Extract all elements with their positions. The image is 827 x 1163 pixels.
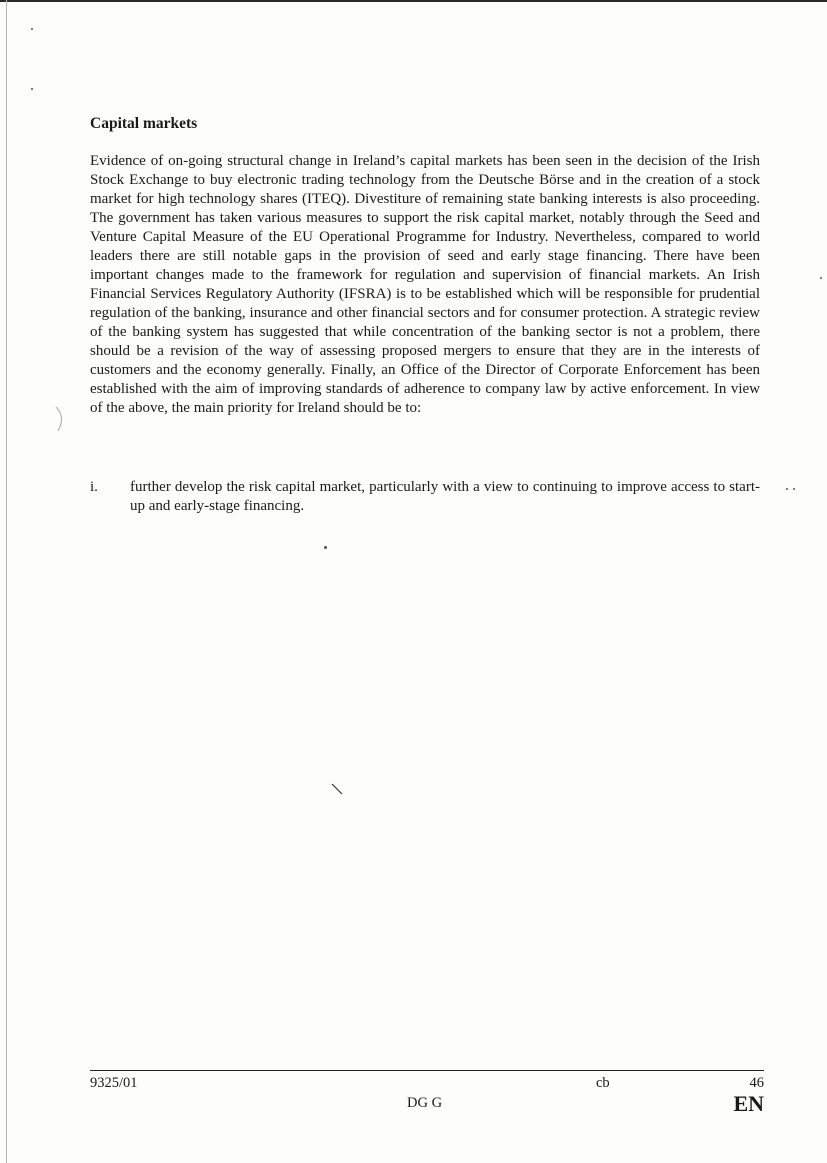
footer-document-reference: 9325/01 — [90, 1075, 138, 1091]
body-paragraph: Evidence of on-going structural change in Ireland’s capital markets has been seen in the decision of the Irish Stock Exchange to buy electronic trading technology from the Deutsche Börse and in the creation of a stock market for high technology shares (ITEQ). Divestiture of remaining state banking interests is also proceeding. The government has taken various measures to support the risk capital market, notably through the Seed and Venture Capital Measure of the EU Operational Programme for Industry. Nevertheless, compared to world leaders there are still notable gaps in the provision of seed and early stage financing. There have been important changes made to the framework for regulation and supervision of financial markets. An Irish Financial Services Regulatory Authority (IFSRA) is to be established which will be responsible for prudential regulation of the banking, insurance and other financial sectors and for consumer protection. A strategic review of the banking system has suggested that while concentration of the banking sector is not a problem, there should be a revision of the way of assessing proposed mergers to ensure that they are in the interests of customers and the economy generally. Finally, an Office of the Director of Corporate Enforcement has been established with the aim of improving standards of adherence to company law by active enforcement. In view of the above, the main priority for Ireland should be to: — [90, 153, 760, 416]
footer-language-code: EN — [733, 1091, 764, 1116]
footer-initials: cb — [596, 1075, 610, 1091]
footer-directorate: DG G — [407, 1095, 443, 1111]
list-item-marker: i. — [90, 479, 98, 495]
scan-mark — [330, 782, 344, 796]
scan-mark — [50, 405, 70, 435]
scan-speck — [820, 277, 822, 279]
top-border-rule — [0, 0, 827, 2]
list-item-text: further develop the risk capital market, particularly with a view to continuing to improve access to start-up and early-stage financing. — [130, 479, 760, 514]
scan-speck — [324, 546, 327, 549]
footer-page-number: 46 — [749, 1075, 764, 1091]
section-heading: Capital markets — [90, 115, 198, 132]
footer-rule — [90, 1070, 764, 1071]
scan-speck — [786, 488, 788, 490]
scan-speck — [31, 88, 33, 90]
scan-speck — [793, 488, 795, 490]
left-margin-line — [6, 0, 7, 1163]
scan-speck — [31, 28, 33, 30]
